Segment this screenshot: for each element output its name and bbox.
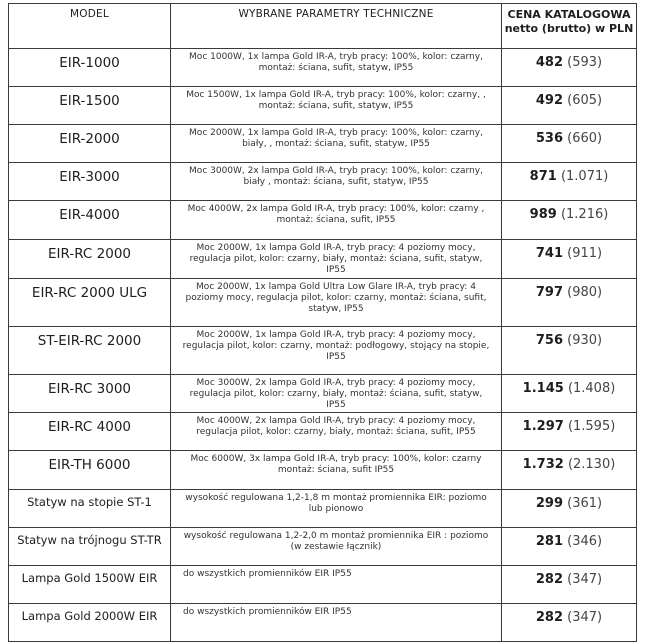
gross-price: (346) [567, 534, 603, 549]
price-cell [502, 327, 637, 375]
price-cell [502, 451, 637, 490]
price-table [8, 3, 637, 642]
price-cell [502, 528, 637, 566]
params-cell: do wszystkich promienników EIR IP55 [171, 566, 502, 604]
model-cell: Lampa Gold 1500W EIR [9, 566, 171, 604]
price-cell [502, 279, 637, 327]
table-row [9, 566, 637, 604]
gross-price: (605) [567, 93, 603, 108]
price-cell [502, 87, 637, 125]
params-cell: Moc 2000W, 1x lampa Gold IR-A, tryb pracy: 100%, kolor: czarny, biały, , montaż: ściana, sufit, statyw, IP55 [171, 125, 502, 163]
model-cell: Lampa Gold 2000W EIR [9, 604, 171, 642]
table-row [9, 451, 637, 490]
net-price: 536 [535, 131, 564, 146]
model-cell: EIR-TH 6000 [9, 451, 171, 490]
header-row [9, 4, 637, 49]
params-cell: Moc 4000W, 2x lampa Gold IR-A, tryb pracy: 4 poziomy mocy, regulacja pilot, kolor: czarny, biały, montaż: ściana, sufit, IP55 [171, 413, 502, 451]
net-price: 797 [535, 285, 564, 300]
table-row [9, 375, 637, 413]
gross-price: (660) [567, 131, 603, 146]
net-price: 1.732 [522, 457, 564, 472]
gross-price: (347) [567, 610, 603, 625]
table-body [9, 49, 637, 642]
table-row [9, 163, 637, 201]
net-price: 741 [535, 246, 564, 261]
model-cell: EIR-RC 2000 [9, 240, 171, 279]
params-cell: Moc 2000W, 1x lampa Gold IR-A, tryb pracy: 4 poziomy mocy, regulacja pilot, kolor: czarny, montaż: podłogowy, stojący na stopie, IP55 [171, 327, 502, 375]
table-row [9, 125, 637, 163]
header-price-line2: netto (brutto) w PLN [504, 22, 634, 35]
params-cell: Moc 4000W, 2x lampa Gold IR-A, tryb pracy: 100%, kolor: czarny , montaż: ściana, sufit, IP55 [171, 201, 502, 240]
params-cell: Moc 6000W, 3x lampa Gold IR-A, tryb pracy: 100%, kolor: czarny montaż: ściana, sufit IP55 [171, 451, 502, 490]
price-cell [502, 604, 637, 642]
table-row [9, 528, 637, 566]
table-row [9, 279, 637, 327]
net-price: 299 [535, 496, 564, 511]
net-price: 492 [535, 93, 564, 108]
model-cell: EIR-RC 3000 [9, 375, 171, 413]
gross-price: (930) [567, 333, 603, 348]
table-row [9, 201, 637, 240]
model-cell: EIR-2000 [9, 125, 171, 163]
table-row [9, 490, 637, 528]
table-row [9, 49, 637, 87]
price-cell [502, 163, 637, 201]
params-cell: Moc 3000W, 2x lampa Gold IR-A, tryb pracy: 100%, kolor: czarny, biały , montaż: ściana, sufit, statyw, IP55 [171, 163, 502, 201]
gross-price: (1.216) [560, 207, 609, 222]
net-price: 871 [529, 169, 557, 184]
net-price: 989 [529, 207, 557, 222]
price-cell [502, 375, 637, 413]
price-cell [502, 413, 637, 451]
gross-price: (593) [567, 55, 603, 70]
price-cell [502, 566, 637, 604]
header-price-line1: CENA KATALOGOWA [507, 8, 631, 21]
net-price: 281 [535, 534, 564, 549]
header-model: MODEL [9, 4, 171, 49]
table-row [9, 604, 637, 642]
table-row [9, 87, 637, 125]
price-cell [502, 125, 637, 163]
params-cell: do wszystkich promienników EIR IP55 [171, 604, 502, 642]
net-price: 282 [535, 610, 564, 625]
net-price: 756 [535, 333, 564, 348]
net-price: 482 [535, 55, 564, 70]
model-cell: EIR-3000 [9, 163, 171, 201]
model-cell: ST-EIR-RC 2000 [9, 327, 171, 375]
model-cell: Statyw na trójnogu ST-TR [9, 528, 171, 566]
price-cell [502, 240, 637, 279]
price-cell [502, 201, 637, 240]
gross-price: (347) [567, 572, 603, 587]
gross-price: (980) [567, 285, 603, 300]
params-cell: Moc 2000W, 1x lampa Gold IR-A, tryb pracy: 4 poziomy mocy, regulacja pilot, kolor: czarny, biały, montaż: ściana, sufit, statyw, IP55 [171, 240, 502, 279]
gross-price: (1.408) [567, 381, 616, 396]
gross-price: (911) [567, 246, 603, 261]
net-price: 282 [535, 572, 564, 587]
model-cell: Statyw na stopie ST-1 [9, 490, 171, 528]
params-cell: Moc 1000W, 1x lampa Gold IR-A, tryb pracy: 100%, kolor: czarny, montaż: ściana, sufit, statyw, IP55 [171, 49, 502, 87]
params-cell: Moc 2000W, 1x lampa Gold Ultra Low Glare IR-A, tryb pracy: 4 poziomy mocy, regulacja pilot, kolor: czarny, montaż: ściana, sufit, statyw, IP55 [171, 279, 502, 327]
gross-price: (2.130) [567, 457, 616, 472]
params-cell: wysokość regulowana 1,2-2,0 m montaż promiennika EIR : poziomo (w zestawie łącznik) [171, 528, 502, 566]
model-cell: EIR-1000 [9, 49, 171, 87]
header-price [502, 4, 637, 49]
params-cell: wysokość regulowana 1,2-1,8 m montaż promiennika EIR: poziomo lub pionowo [171, 490, 502, 528]
gross-price: (361) [567, 496, 603, 511]
net-price: 1.297 [522, 419, 564, 434]
gross-price: (1.071) [560, 169, 609, 184]
net-price: 1.145 [522, 381, 564, 396]
header-params: WYBRANE PARAMETRY TECHNICZNE [171, 4, 502, 49]
params-cell: Moc 1500W, 1x lampa Gold IR-A, tryb pracy: 100%, kolor: czarny, , montaż: ściana, sufit, statyw, IP55 [171, 87, 502, 125]
price-cell [502, 49, 637, 87]
model-cell: EIR-RC 4000 [9, 413, 171, 451]
gross-price: (1.595) [567, 419, 616, 434]
params-cell: Moc 3000W, 2x lampa Gold IR-A, tryb pracy: 4 poziomy mocy, regulacja pilot, kolor: czarny, biały, montaż: ściana, sufit, statyw, IP55 [171, 375, 502, 413]
table-row [9, 240, 637, 279]
model-cell: EIR-4000 [9, 201, 171, 240]
table-row [9, 327, 637, 375]
table-row [9, 413, 637, 451]
model-cell: EIR-1500 [9, 87, 171, 125]
model-cell: EIR-RC 2000 ULG [9, 279, 171, 327]
price-cell [502, 490, 637, 528]
